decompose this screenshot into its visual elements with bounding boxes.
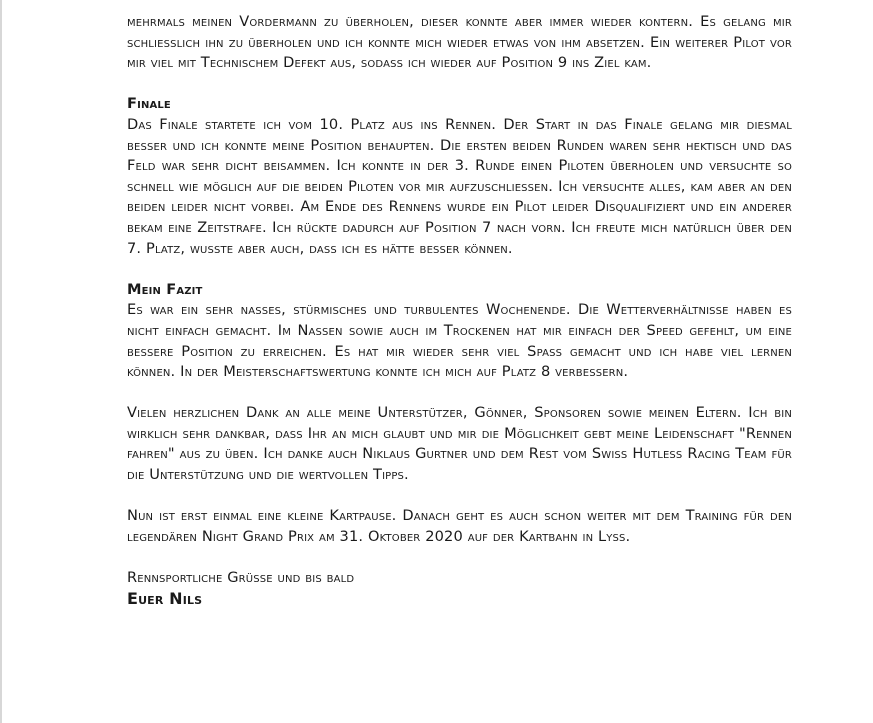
viewer-left-border [0,0,2,723]
document-page [127,12,792,609]
spacer [127,486,792,507]
outlook-paragraph: Nun ist erst einmal eine kleine Kartpause. Danach geht es auch schon weiter mit dem Training für den legendären Night Grand Prix am 31. Oktober 2020 auf der Kartbahn in Lyss. [127,507,792,545]
spacer [127,383,792,404]
greeting-line: Rennsportliche Grüsse und bis bald [127,569,355,587]
fazit-heading: Mein Fazit [127,280,203,298]
spacer [127,547,792,568]
intro-paragraph: mehrmals meinen Vordermann zu überholen, dieser konnte aber immer wieder kontern. Es gelang mir schliesslich ihn zu überholen und ich konnte mich wieder etwas von ihm absetzen. Ein weiterer Pilot vor mir viel mit Technischem Defekt aus, sodass ich wieder auf Position 9 ins Ziel kam. [127,13,792,72]
signature: Euer Nils [127,588,203,608]
finale-paragraph: Das Finale startete ich vom 10. Platz aus ins Rennen. Der Start in das Finale gelang mir diesmal besser und ich konnte meine Position behaupten. Die ersten beiden Runden waren sehr hektisch und das Feld war sehr dicht beisammen. Ich konnte in der 3. Runde einen Piloten überholen und versuchte so schnell wie möglich auf die beiden Piloten vor mir aufzuschliessen. Ich versuchte alles, kam aber an den beiden leider nicht vorbei. Am Ende des Rennens wurde ein Pilot leider Disqualifiziert und ein anderer bekam eine Zeitstrafe. Ich rückte dadurch auf Position 7 nach vorn. Ich freute mich natürlich über den 7. Platz, wusste aber auch, dass ich es hätte besser können. [127,115,792,257]
fazit-paragraph: Es war ein sehr nasses, stürmisches und turbulentes Wochenende. Die Wetterverhältnisse haben es nicht einfach gemacht. Im Nassen sowie auch im Trockenen hat mir einfach der Speed gefehlt, um eine bessere Position zu erreichen. Es hat mir wieder sehr viel Spass gemacht und ich habe viel lernen können. In der Meisterschaftswertung konnte ich mich auf Platz 8 verbessern. [127,301,792,381]
finale-heading: Finale [127,95,171,113]
spacer [127,259,792,280]
spacer [127,74,792,95]
thanks-paragraph: Vielen herzlichen Dank an alle meine Unterstützer, Gönner, Sponsoren sowie meinen Eltern. Ich bin wirklich sehr dankbar, dass Ihr an mich glaubt und mir die Möglichkeit gebt meine Leidenschaft "Rennen fahren" aus zu üben. Ich danke auch Niklaus Gurtner und dem Rest vom Swiss Hutless Racing Team für die Unterstützung und die wertvollen Tipps. [127,404,792,484]
